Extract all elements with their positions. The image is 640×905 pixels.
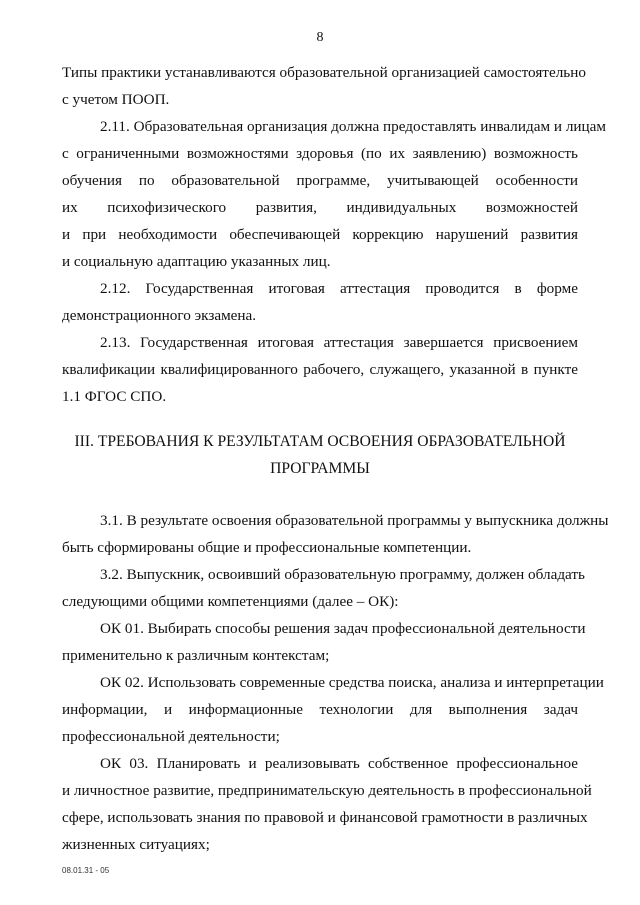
text-line: 2.12. Государственная итоговая аттестация проводится в форме (100, 280, 578, 297)
text-line: следующими общими компетенциями (далее – ОК): (62, 593, 399, 610)
text-line: быть сформированы общие и профессиональные компетенции. (62, 539, 472, 556)
text-line: информации, и информационные технологии для выполнения задач (62, 701, 578, 718)
text-line: 2.11. Образовательная организация должна предоставлять инвалидам и лицам (100, 118, 606, 135)
text-line: Типы практики устанавливаются образовательной организацией самостоятельно (62, 64, 586, 81)
text-line: и социальную адаптацию указанных лиц. (62, 253, 331, 270)
text-line: демонстрационного экзамена. (62, 307, 257, 324)
text-line: ОК 02. Использовать современные средства поиска, анализа и интерпретации (100, 674, 604, 691)
text-line: 3.2. Выпускник, освоивший образовательную программу, должен обладать (100, 566, 585, 583)
footer-code: 08.01.31 - 05 (62, 866, 110, 875)
text-line: с ограниченными возможностями здоровья (по их заявлению) возможность (62, 145, 578, 162)
text-line: и при необходимости обеспечивающей коррекцию нарушений развития (62, 226, 578, 243)
text-line: применительно к различным контекстам; (62, 647, 330, 664)
text-line: ОК 03. Планировать и реализовывать собственное профессиональное (100, 755, 578, 772)
text-line: профессиональной деятельности; (62, 728, 280, 745)
text-line: 3.1. В результате освоения образовательной программы у выпускника должны (100, 512, 609, 529)
text-line: квалификации квалифицированного рабочего, служащего, указанной в пункте (62, 361, 578, 378)
text-line: и личностное развитие, предпринимательскую деятельность в профессиональной (62, 782, 592, 799)
text-line: их психофизического развития, индивидуальных возможностей (62, 199, 578, 216)
section-heading-cont: ПРОГРАММЫ (270, 460, 370, 477)
text-line: жизненных ситуациях; (62, 836, 210, 853)
text-line: 2.13. Государственная итоговая аттестация завершается присвоением (100, 334, 578, 351)
text-line: ОК 01. Выбирать способы решения задач профессиональной деятельности (100, 620, 586, 637)
page-number: 8 (316, 30, 324, 45)
text-line: обучения по образовательной программе, учитывающей особенности (62, 172, 578, 189)
section-heading: III. ТРЕБОВАНИЯ К РЕЗУЛЬТАТАМ ОСВОЕНИЯ ОБРАЗОВАТЕЛЬНОЙ (74, 433, 566, 450)
text-line: с учетом ПООП. (62, 91, 170, 108)
text-line: сфере, использовать знания по правовой и финансовой грамотности в различных (62, 809, 588, 826)
text-line: 1.1 ФГОС СПО. (62, 388, 167, 405)
